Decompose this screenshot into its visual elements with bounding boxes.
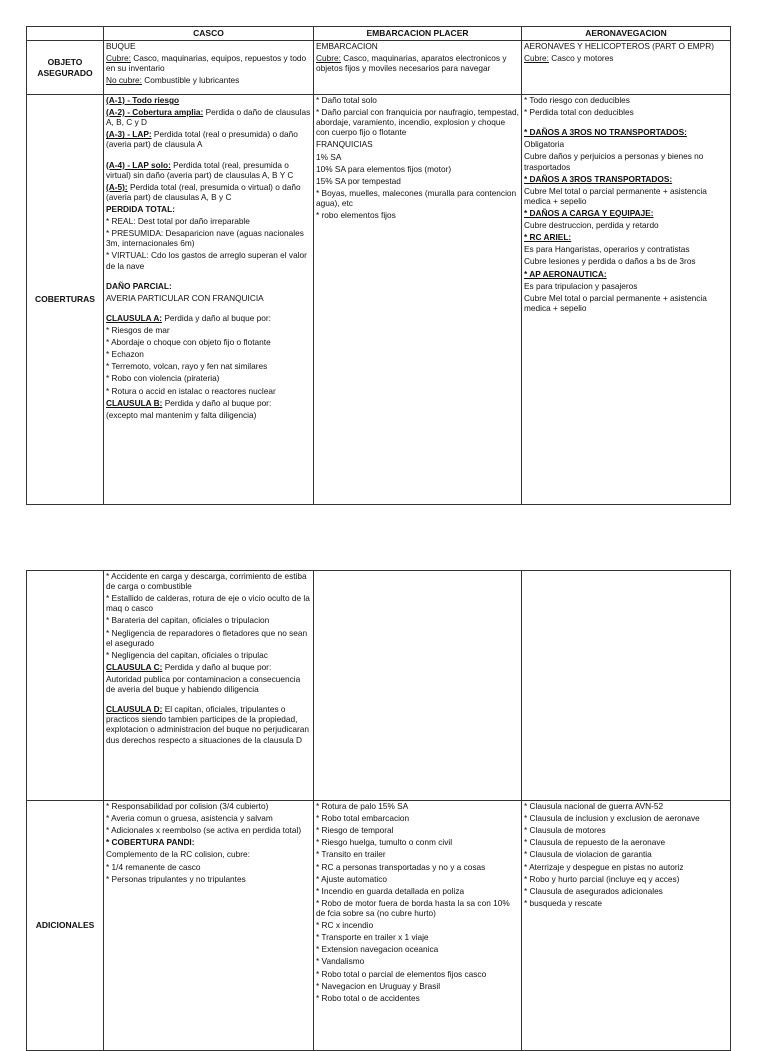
cell-line-heading: CLAUSULA A: — [106, 312, 163, 323]
row-adicionales — [27, 801, 731, 1051]
cell-line: * Rotura o accid en istalac o reactores nuclear — [106, 385, 276, 396]
cell-line: * RC a personas transportadas y no y a cosas — [316, 861, 486, 872]
cell-line-heading: (A-3) - LAP: — [106, 129, 152, 140]
cell-objeto-casco — [104, 41, 314, 95]
cell-objeto-embarcacion — [314, 41, 522, 95]
cell-line: * Todo riesgo con deducibles — [524, 95, 630, 105]
cell-line — [106, 837, 311, 847]
cell-line: Complemento de la RC colision, cubre: — [106, 849, 250, 860]
cell-line: * Clausula de repuesto de la aeronave — [524, 837, 666, 848]
cell-line: * RC x incendio — [316, 920, 374, 931]
cell-line: * Clausula de motores — [524, 825, 606, 836]
cell-line: * Clausula de violacion de garantia — [524, 849, 652, 860]
insurance-table-bottom — [26, 570, 731, 1051]
cell-line — [106, 129, 311, 149]
cell-line: * Personas tripulantes y no tripulantes — [106, 873, 246, 884]
cell-line — [524, 269, 728, 279]
cell-line — [106, 95, 311, 105]
cell-line-text: Perdida y daño al buque por: — [162, 397, 272, 408]
cell-line-heading: * DAÑOS A CARGA Y EQUIPAJE: — [524, 207, 654, 218]
cell-line: * REAL: Dest total por daño irreparable — [106, 216, 250, 227]
row-label-objeto: OBJETO ASEGURADO — [27, 41, 104, 95]
cell-line — [106, 398, 311, 408]
cell-coberturas-aero — [522, 95, 731, 505]
cell-line: * Ajuste automatico — [316, 873, 388, 884]
cell-line: * Robo de motor fuera de borda hasta la sa con 10% de fcia sobre sa (no cubre hurto) — [316, 897, 510, 918]
cell-line: * Accidente en carga y descarga, corrimiento de estiba de carga o combustible — [106, 571, 307, 592]
cell-line-heading: Cubre: — [316, 53, 341, 64]
cell-line: Cubre Mel total o parcial permanente + asistencia medica + sepelio — [524, 185, 707, 206]
cell-line — [106, 160, 311, 180]
cell-line: * Vandalismo — [316, 956, 365, 967]
cell-line: * Riesgos de mar — [106, 324, 170, 335]
page-2-table-block — [26, 570, 730, 1051]
cell-adicionales-embarcacion — [314, 801, 522, 1051]
cell-line-heading: CLAUSULA B: — [106, 397, 163, 408]
cell-line-heading: No cubre: — [106, 75, 142, 86]
cell-line-heading: CLAUSULA C: — [106, 661, 163, 672]
cell-line-text: Perdida total (real, presumida o virtual) sin daño (averia part) de clausulas A, B Y C — [106, 159, 294, 180]
cell-line: FRANQUICIAS — [316, 139, 373, 150]
row-coberturas-2 — [27, 571, 731, 801]
cell-line-heading: DAÑO PARCIAL: — [106, 280, 172, 291]
cell-line: * Negligencia de reparadores o fletadores que no sean el asegurado — [106, 627, 308, 648]
cell-coberturas-casco-1 — [104, 95, 314, 505]
cell-line-text: El capitan, oficiales, tripulantes o practicos siendo tambien participes de la propiedad, explotacion o administracion del buque no perjudicaran dus derechos respecto a situaciones de la clausula D — [106, 704, 309, 745]
cell-line — [524, 174, 728, 184]
cell-line: * Boyas, muelles, malecones (muralla para contencion agua), etc — [316, 187, 517, 208]
cell-line: Obligatoria — [524, 139, 565, 150]
cell-line: * Abordaje o choque con objeto fijo o flotante — [106, 337, 271, 348]
cell-line: 15% SA por tempestad — [316, 175, 401, 186]
cell-coberturas-embarcacion — [314, 95, 522, 505]
header-empty — [27, 27, 104, 41]
cell-line: * busqueda y rescate — [524, 897, 602, 908]
cell-line-heading: * DAÑOS A 3ROS TRANSPORTADOS: — [524, 173, 673, 184]
cell-line-heading: (A-1) - Todo riesgo — [106, 95, 180, 105]
cell-line — [524, 127, 728, 137]
cell-line: Es para Hangaristas, operarios y contratistas — [524, 244, 690, 255]
cell-line-heading: (A-4) - LAP solo: — [106, 159, 171, 170]
cell-line-text: Perdida total (real o presumida) o daño (averia part) de clausula A — [106, 129, 298, 150]
cell-line: * Responsabilidad por colision (3/4 cubierto) — [106, 801, 269, 811]
cell-line: * Riesgo huelga, tumulto o conm civil — [316, 837, 453, 848]
cell-line: * Transporte en trailer x 1 viaje — [316, 932, 429, 943]
row-label-coberturas-cont — [27, 571, 104, 801]
cell-line: BUQUE — [106, 41, 136, 51]
cell-line-text: Perdida y daño al buque por: — [162, 661, 272, 672]
cell-line: * Clausula nacional de guerra AVN-52 — [524, 801, 664, 811]
cell-line — [524, 53, 728, 63]
cell-line — [106, 704, 311, 744]
cell-line: Cubre daños y perjuicios a personas y bienes no trasportados — [524, 151, 704, 172]
cell-line — [524, 208, 728, 218]
cell-line-text: Casco y motores — [548, 53, 614, 64]
cell-line: 10% SA para elementos fijos (motor) — [316, 163, 452, 174]
cell-line: * Robo y hurto parcial (incluye eq y acces) — [524, 873, 680, 884]
cell-line — [316, 53, 519, 73]
cell-line — [106, 313, 311, 323]
cell-line: * Incendio en guarda detallada en poliza — [316, 885, 465, 896]
cell-line: * Clausula de inclusion y exclusion de aeronave — [524, 813, 700, 824]
cell-line: * 1/4 remanente de casco — [106, 861, 201, 872]
row-label-adicionales: ADICIONALES — [27, 801, 104, 1051]
cell-line-heading: * AP AERONAUTICA: — [524, 268, 607, 279]
cell-line: * Negligencia del capitan, oficiales o tripulac — [106, 649, 268, 660]
cell-line: * Clausula de asegurados adicionales — [524, 885, 663, 896]
cell-line: * Daño total solo — [316, 95, 377, 105]
cell-adicionales-casco — [104, 801, 314, 1051]
cell-line-heading: Cubre: — [106, 53, 131, 64]
cell-line-text: Perdida y daño al buque por: — [162, 312, 271, 323]
cell-line: * Aterrizaje y despegue en pistas no autoriz — [524, 861, 684, 872]
cell-line-heading: (A-5): — [106, 181, 128, 192]
cell-line — [106, 107, 311, 127]
cell-line-text: Perdida o daño de clausulas A, B, C y D — [106, 107, 311, 128]
cell-line: AVERIA PARTICULAR CON FRANQUICIA — [106, 292, 264, 303]
cell-line: * Adicionales x reembolso (se activa en perdida total) — [106, 825, 302, 836]
header-embarcacion: EMBARCACION PLACER — [314, 27, 522, 41]
cell-line-text: Perdida total (real, presumida o virtual) o daño (averia part) de clausulas A, B y C — [106, 181, 301, 202]
cell-line-heading: Cubre: — [524, 53, 549, 64]
cell-line: Cubre destruccion, perdida y retardo — [524, 220, 659, 231]
cell-coberturas-casco-2 — [104, 571, 314, 801]
header-row — [27, 27, 731, 41]
cell-line: * Robo total embarcacion — [316, 813, 410, 824]
cell-line: Cubre lesiones y perdida o daños a bs de 3ros — [524, 256, 696, 267]
cell-line: Autoridad publica por contaminacion a consecuencia de averia del buque y habiendo diligencia — [106, 673, 301, 695]
cell-line: * VIRTUAL: Cdo los gastos de arreglo superan el valor de la nave — [106, 250, 307, 271]
cell-line: * Perdida total con deducibles — [524, 107, 634, 118]
cell-line: * Riesgo de temporal — [316, 825, 394, 836]
cell-line-heading: * DAÑOS A 3ROS NO TRANSPORTADOS: — [524, 127, 687, 138]
cell-coberturas-embarcacion-cont — [314, 571, 522, 801]
cell-line-heading: * COBERTURA PANDI: — [106, 837, 195, 848]
cell-line: Cubre Mel total o parcial permanente + asistencia medica + sepelio — [524, 292, 707, 313]
cell-line: * robo elementos fijos — [316, 210, 396, 221]
cell-line: (excepto mal mantenim y falta diligencia) — [106, 409, 257, 420]
header-casco: CASCO — [104, 27, 314, 41]
cell-line: Es para tripulacion y pasajeros — [524, 280, 638, 291]
cell-line: * Robo total o de accidentes — [316, 992, 420, 1003]
cell-line-text: Casco, maquinarias, aparatos electronicos y objetos fijos y moviles necesarios para navegar — [316, 53, 507, 74]
page-1-table-block — [26, 26, 730, 505]
cell-line: * Averia comun o gruesa, asistencia y salvam — [106, 813, 273, 824]
cell-line: EMBARCACION — [316, 41, 378, 51]
row-label-coberturas: COBERTURAS — [27, 95, 104, 505]
cell-line-text: Casco, maquinarias, equipos, repuestos y todo en su inventario — [106, 53, 307, 74]
cell-line: * Terremoto, volcan, rayo y fen nat similares — [106, 361, 268, 372]
cell-line: AERONAVES Y HELICOPTEROS (PART O EMPR) — [524, 41, 714, 51]
cell-line — [106, 204, 311, 214]
cell-line: * Transito en trailer — [316, 849, 386, 860]
cell-line — [106, 281, 311, 291]
row-objeto-asegurado — [27, 41, 731, 95]
cell-line: * Navegacion en Uruguay y Brasil — [316, 980, 441, 991]
cell-line-heading: (A-2) - Cobertura amplia: — [106, 107, 204, 118]
cell-line: * Rotura de palo 15% SA — [316, 801, 409, 811]
cell-line-text: Combustible y lubricantes — [141, 75, 240, 86]
cell-line: * Extension navegacion oceanica — [316, 944, 439, 955]
header-aeronavegacion: AERONAVEGACION — [522, 27, 731, 41]
cell-line: * Robo total o parcial de elementos fijos casco — [316, 968, 487, 979]
cell-coberturas-aero-cont — [522, 571, 731, 801]
cell-line: * Barateria del capitan, oficiales o tripulacion — [106, 615, 270, 626]
cell-objeto-aero — [522, 41, 731, 95]
cell-line-heading: CLAUSULA D: — [106, 704, 163, 715]
cell-line — [106, 182, 311, 202]
insurance-table-top — [26, 26, 731, 505]
row-coberturas-1 — [27, 95, 731, 505]
cell-line: * PRESUMIDA: Desaparicion nave (aguas nacionales 3m, internacionales 6m) — [106, 228, 304, 249]
cell-line — [106, 662, 311, 672]
cell-line: * Echazon — [106, 349, 144, 360]
cell-line-heading: PERDIDA TOTAL: — [106, 203, 175, 214]
cell-line: 1% SA — [316, 151, 342, 162]
cell-adicionales-aero — [522, 801, 731, 1051]
cell-line-heading: * RC ARIEL: — [524, 232, 572, 243]
cell-line — [524, 232, 728, 242]
cell-line: * Daño parcial con franquicia por naufragio, tempestad, abordaje, varamiento, incendio, explosion y choque con cuerpo fijo o flotante — [316, 107, 519, 138]
cell-line: * Robo con violencia (pirateria) — [106, 373, 220, 384]
cell-line — [106, 75, 311, 85]
cell-line — [106, 53, 311, 73]
cell-line: * Estallido de calderas, rotura de eje o vicio oculto de la maq o casco — [106, 593, 310, 614]
